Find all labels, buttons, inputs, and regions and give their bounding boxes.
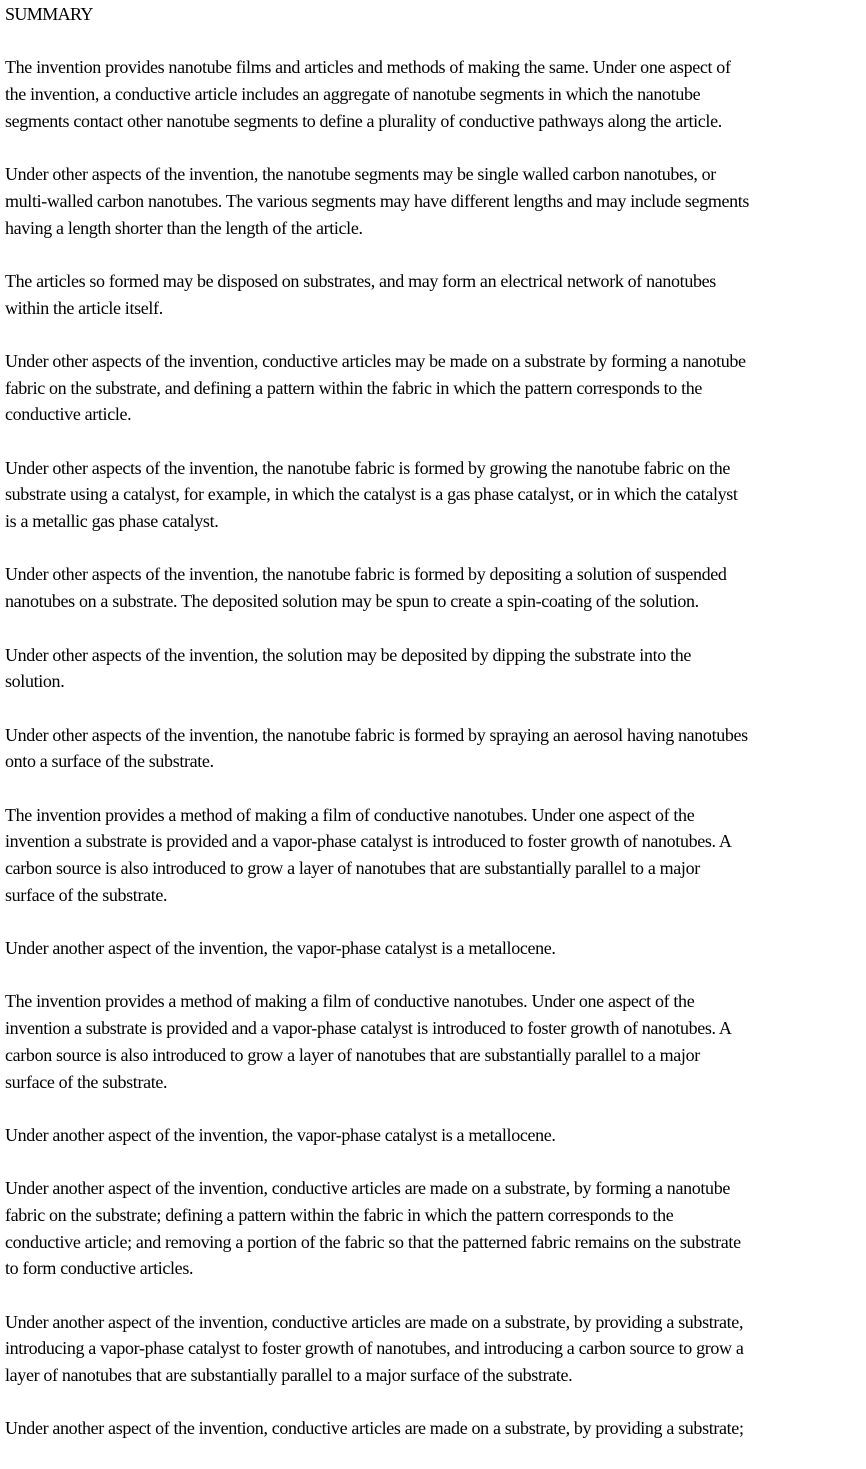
text-line: The invention provides nanotube films and articles and methods of making the same. Under one aspect of [5, 57, 731, 78]
text-line: Under other aspects of the invention, the solution may be deposited by dipping the substrate into the [5, 644, 692, 665]
text-line: Under other aspects of the invention, the nanotube fabric is formed by spraying an aerosol having nanotubes [5, 724, 748, 745]
text-line: conductive article. [5, 404, 132, 425]
text-line: introducing a vapor-phase catalyst to foster growth of nanotubes, and introducing a carbon source to grow a [5, 1338, 744, 1359]
text-line: within the article itself. [5, 297, 163, 318]
text-line: Under other aspects of the invention, the nanotube fabric is formed by growing the nanotube fabric on the [5, 457, 731, 478]
text-line: onto a surface of the substrate. [5, 751, 214, 772]
paragraph [5, 988, 866, 1095]
text-line: is a metallic gas phase catalyst. [5, 511, 219, 532]
section-heading: SUMMARY [5, 4, 93, 24]
text-line: solution. [5, 671, 65, 692]
paragraph [5, 642, 866, 695]
text-line: fabric on the substrate; defining a pattern within the fabric in which the pattern corresponds to the [5, 1204, 674, 1225]
paragraph [5, 935, 866, 962]
text-line: Under another aspect of the invention, conductive articles are made on a substrate, by providing a substrate; [5, 1418, 744, 1439]
paragraph [5, 455, 866, 535]
text-line: substrate using a catalyst, for example, in which the catalyst is a gas phase catalyst, or in which the catalyst [5, 484, 738, 505]
text-line: fabric on the substrate, and defining a pattern within the fabric in which the pattern corresponds to the [5, 377, 703, 398]
text-line: layer of nanotubes that are substantially parallel to a major surface of the substrate. [5, 1365, 573, 1386]
paragraph [5, 1415, 866, 1442]
text-line: surface of the substrate. [5, 884, 168, 905]
paragraph [5, 1175, 866, 1282]
text-line: invention a substrate is provided and a vapor-phase catalyst is introduced to foster growth of nanotubes. A [5, 1018, 732, 1039]
text-line: nanotubes on a substrate. The deposited solution may be spun to create a spin-coating of the solution. [5, 591, 699, 612]
text-line: The invention provides a method of making a film of conductive nanotubes. Under one aspect of the [5, 991, 695, 1012]
text-line: having a length shorter than the length of the article. [5, 217, 363, 238]
paragraph [5, 268, 866, 321]
text-line: invention a substrate is provided and a vapor-phase catalyst is introduced to foster growth of nanotubes. A [5, 831, 732, 852]
text-line: surface of the substrate. [5, 1071, 168, 1092]
text-line: The articles so formed may be disposed on substrates, and may form an electrical network of nanotubes [5, 270, 716, 291]
text-line: Under another aspect of the invention, conductive articles are made on a substrate, by providing a substrate, [5, 1311, 744, 1332]
text-line: Under another aspect of the invention, the vapor-phase catalyst is a metallocene. [5, 938, 556, 959]
paragraph [5, 561, 866, 614]
text-line: multi-walled carbon nanotubes. The various segments may have different lengths and may include segments [5, 190, 750, 211]
text-line: the invention, a conductive article includes an aggregate of nanotube segments in which the nanotube [5, 84, 701, 105]
paragraph [5, 802, 866, 909]
paragraph [5, 161, 866, 241]
text-line: Under other aspects of the invention, the nanotube fabric is formed by depositing a solution of suspended [5, 564, 727, 585]
paragraph [5, 1122, 866, 1149]
text-line: segments contact other nanotube segments to define a plurality of conductive pathways along the article. [5, 110, 722, 131]
document-body [5, 54, 866, 1442]
paragraph [5, 348, 866, 428]
text-line: carbon source is also introduced to grow a layer of nanotubes that are substantially parallel to a major [5, 1044, 700, 1065]
paragraph [5, 1309, 866, 1389]
text-line: Under other aspects of the invention, the nanotube segments may be single walled carbon nanotubes, or [5, 164, 716, 185]
document-page [5, 1, 866, 1469]
text-line: Under another aspect of the invention, the vapor-phase catalyst is a metallocene. [5, 1124, 556, 1145]
text-line: Under another aspect of the invention, conductive articles are made on a substrate, by forming a nanotube [5, 1178, 730, 1199]
text-line: conductive article; and removing a portion of the fabric so that the patterned fabric remains on the substrate [5, 1231, 741, 1252]
text-line: to form conductive articles. [5, 1258, 194, 1279]
paragraph [5, 722, 866, 775]
paragraph [5, 54, 866, 134]
text-line: Under other aspects of the invention, conductive articles may be made on a substrate by forming a nanotube [5, 350, 746, 371]
text-line: The invention provides a method of making a film of conductive nanotubes. Under one aspect of the [5, 804, 695, 825]
text-line: carbon source is also introduced to grow a layer of nanotubes that are substantially parallel to a major [5, 858, 700, 878]
